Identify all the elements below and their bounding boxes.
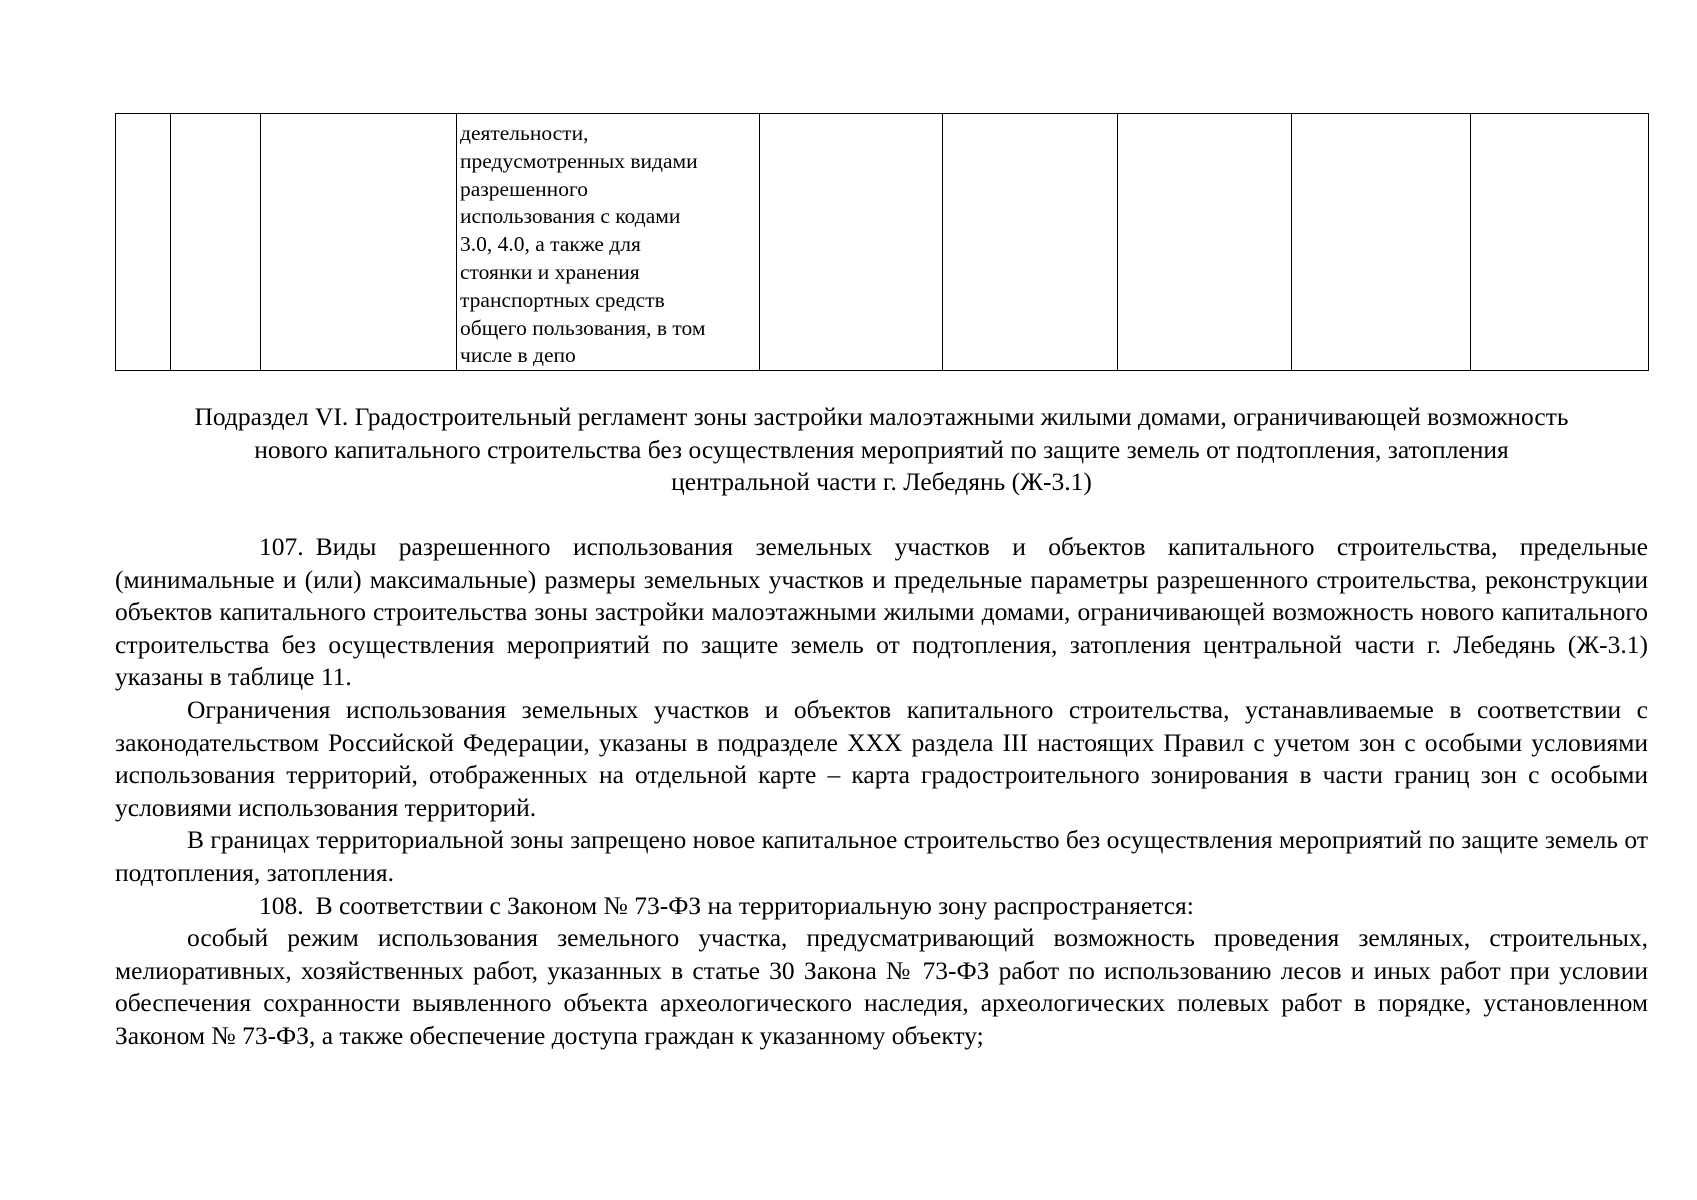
table-cell-text	[261, 114, 456, 120]
subsection-heading	[115, 401, 1648, 499]
paragraph-number: 108.	[259, 890, 304, 920]
table-row	[116, 114, 1649, 371]
table-cell-text	[943, 114, 1117, 120]
paragraph-107	[115, 531, 1648, 694]
table-cell-text	[1471, 114, 1648, 120]
table-cell-6	[943, 114, 1118, 371]
document-body	[115, 531, 1648, 1053]
paragraph-text: Виды разрешенного использования земельных участков и объектов капитального строительства, предельные (минимальные и (или) максимальные) размеры земельных участков и предельные параметры разрешенного строительства, реконструкции объектов капитального строительства зоны застройки малоэтажными жилыми домами, ограничивающей возможность нового капитального строительства без осуществления мероприятий по защите земель от подтопления, затопления центральной части г. Лебедянь (Ж-3.1) указаны в таблице 11.	[115, 532, 1648, 692]
subsection-heading-line-3: центральной части г. Лебедянь (Ж-3.1)	[671, 467, 1092, 496]
paragraph-text: В соответствии с Законом № 73-ФЗ на территориальную зону распространяется:	[315, 890, 1194, 920]
regulation-table	[115, 113, 1649, 371]
table-cell-9	[1471, 114, 1649, 371]
paragraph-prohibition: В границах территориальной зоны запрещено новое капитальное строительство без осуществления мероприятий по защите земель от подтопления, затопления.	[115, 825, 1648, 887]
subsection-heading-line-2: нового капитального строительства без осуществления мероприятий по защите земель от подтопления, затопления	[254, 434, 1509, 464]
table-cell-2	[171, 114, 261, 371]
table-cell-text	[116, 114, 170, 120]
subsection-heading-line-1: Подраздел VI. Градостроительный регламент зоны застройки малоэтажными жилыми домами, ограничивающей возможность	[194, 402, 1569, 431]
table-cell-7	[1118, 114, 1292, 371]
table-cell-8	[1292, 114, 1471, 371]
paragraph-number: 107.	[259, 532, 304, 561]
table-cell-1	[116, 114, 171, 371]
table-cell-text	[171, 114, 260, 120]
table-cell-text: деятельности, предусмотренных видами разрешенного использования с кодами 3.0, 4.0, а также для стоянки и хранения транспортных средств общего пользования, в том числе в депо	[460, 121, 706, 368]
regulation-table-fragment	[115, 113, 1648, 369]
table-cell-5	[760, 114, 943, 371]
paragraph-special-regime: особый режим использования земельного участка, предусматривающий возможность проведения земляных, строительных, мелиоративных, хозяйственных работ, указанных в статье 30 Закона № 73-ФЗ работ по использованию лесов и иных работ при условии обеспечения сохранности выявленного объекта археологического наследия, археологических полевых работ в порядке, установленном Законом № 73-ФЗ, а также обеспечение доступа граждан к указанному объекту;	[115, 923, 1648, 1050]
table-cell-4	[457, 114, 760, 371]
table-cell-text	[1118, 114, 1291, 120]
paragraph-108	[115, 890, 1648, 923]
table-cell-3	[261, 114, 457, 371]
paragraph-restrictions: Ограничения использования земельных участков и объектов капитального строительства, устанавливаемые в соответствии с законодательством Российской Федерации, указаны в подразделе XXX раздела III настоящих Правил с учетом зон с особыми условиями использования территорий, отображенных на отдельной карте – карта градостроительного зонирования в части границ зон с особыми условиями использования территорий.	[115, 694, 1648, 822]
table-cell-text	[760, 114, 942, 120]
table-cell-text	[1292, 114, 1470, 120]
